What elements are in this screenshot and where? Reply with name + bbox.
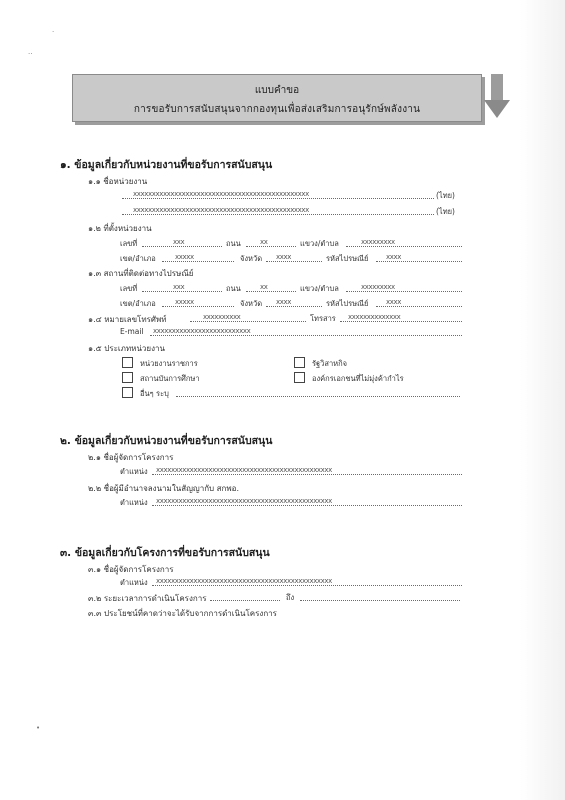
fax-value: xxxxxxxxxxxxxx bbox=[348, 313, 401, 321]
project-manager-position-value-3: xxxxxxxxxxxxxxxxxxxxxxxxxxxxxxxxxxxxxxxxxxxxxxx bbox=[156, 577, 332, 585]
addr-subdistrict-line bbox=[346, 246, 462, 247]
mail-province-line bbox=[266, 306, 322, 307]
project-end-line[interactable] bbox=[300, 600, 460, 601]
option-other-line[interactable] bbox=[176, 396, 460, 397]
mail-district-value: xxxxx bbox=[175, 298, 194, 306]
phone-label: ๑.๔ หมายเลขโทรศัพท์ bbox=[88, 315, 167, 324]
option-education-label: สถานบันการศึกษา bbox=[140, 374, 200, 383]
addr-subdistrict-label: แขวง/ตำบล bbox=[300, 239, 339, 248]
mail-province-value: xxxx bbox=[276, 298, 291, 306]
addr-district-line bbox=[162, 261, 234, 262]
scan-speck: .. bbox=[28, 48, 33, 56]
org-name-label: ๑.๑ ชื่อหน่วยงาน bbox=[88, 177, 148, 186]
mail-no-line bbox=[142, 291, 222, 292]
project-manager-position-label-3: ตำแหน่ง bbox=[120, 578, 148, 587]
scan-speck: • bbox=[36, 724, 41, 732]
mail-road-value: xx bbox=[260, 283, 268, 291]
form-subtitle: การขอรับการสนับสนุนจากกองทุนเพื่อส่งเสริมการอนุรักษ์พลังงาน bbox=[133, 104, 421, 115]
addr-no-label: เลขที่ bbox=[120, 239, 138, 248]
email-line bbox=[150, 335, 462, 336]
addr-road-value: xx bbox=[260, 238, 268, 246]
mail-subdistrict-line bbox=[346, 291, 462, 292]
phone-line bbox=[190, 321, 306, 322]
option-state-enterprise-label: รัฐวิสาหกิจ bbox=[312, 359, 348, 368]
down-arrow-icon bbox=[484, 74, 510, 120]
addr-zip-value: xxxx bbox=[386, 253, 401, 261]
fax-line bbox=[340, 321, 462, 322]
checkbox-state-enterprise[interactable] bbox=[294, 357, 305, 368]
section1-title: ๑. ข้อมูลเกี่ยวกับหน่วยงานที่ขอรับการสนับสนุน bbox=[60, 159, 273, 171]
mail-road-line bbox=[246, 291, 296, 292]
addr-road-line bbox=[246, 246, 296, 247]
option-nonprofit-label: องค์กรเอกชนที่ไม่มุ่งค้ากำไร bbox=[312, 374, 404, 383]
mail-subdistrict-label: แขวง/ตำบล bbox=[300, 284, 339, 293]
signatory-position-label: ตำแหน่ง bbox=[120, 498, 148, 507]
addr-zip-line bbox=[376, 261, 462, 262]
project-benefit-label: ๓.๓ ประโยชน์ที่คาดว่าจะได้รับจากการดำเนินโครงการ bbox=[88, 609, 277, 618]
scan-speck: . bbox=[52, 26, 55, 34]
org-name-suffix-1: (ไทย) bbox=[436, 191, 455, 200]
form-header bbox=[72, 74, 482, 122]
checkbox-other[interactable] bbox=[122, 387, 133, 398]
project-manager-position-label: ตำแหน่ง bbox=[120, 467, 148, 476]
addr-district-label: เขต/อำเภอ bbox=[120, 254, 156, 263]
addr-province-label: จังหวัด bbox=[240, 254, 263, 263]
addr-subdistrict-value: xxxxxxxxx bbox=[361, 238, 395, 246]
mail-road-label: ถนน bbox=[226, 284, 241, 293]
addr-district-value: xxxxx bbox=[175, 253, 194, 261]
fax-label: โทรสาร bbox=[310, 314, 336, 323]
mail-district-label: เขต/อำเภอ bbox=[120, 299, 156, 308]
email-label: E-mail bbox=[120, 327, 144, 336]
option-government-label: หน่วยงานราชการ bbox=[140, 359, 198, 368]
org-name-value-1: xxxxxxxxxxxxxxxxxxxxxxxxxxxxxxxxxxxxxxxxxxxxxxx bbox=[133, 190, 309, 198]
form-title: แบบคำขอ bbox=[254, 85, 300, 96]
option-other-label: อื่นๆ ระบุ bbox=[140, 389, 169, 398]
org-name-line-2 bbox=[122, 214, 434, 215]
checkbox-nonprofit[interactable] bbox=[294, 372, 305, 383]
project-start-line[interactable] bbox=[210, 600, 280, 601]
phone-value: xxxxxxxxxx bbox=[203, 313, 241, 321]
project-manager-position-value: xxxxxxxxxxxxxxxxxxxxxxxxxxxxxxxxxxxxxxxxxxxxxxx bbox=[156, 466, 332, 474]
signatory-label: ๒.๒ ชื่อผู้มีอำนาจลงนามในสัญญากับ สกพอ. bbox=[88, 484, 240, 493]
mail-no-label: เลขที่ bbox=[120, 284, 138, 293]
mail-no-value: xxx bbox=[173, 283, 185, 291]
org-type-label: ๑.๕ ประเภทหน่วยงาน bbox=[88, 344, 165, 353]
org-address-label: ๑.๒ ที่ตั้งหน่วยงาน bbox=[88, 224, 152, 233]
signatory-position-line bbox=[152, 505, 462, 506]
project-duration-label: ๓.๒ ระยะเวลาการดำเนินโครงการ bbox=[88, 594, 207, 603]
addr-no-value: xxx bbox=[173, 238, 185, 246]
project-manager-position-line-3 bbox=[152, 585, 462, 586]
addr-road-label: ถนน bbox=[226, 239, 241, 248]
email-value: xxxxxxxxxxxxxxxxxxxxxxxxxx bbox=[153, 327, 251, 335]
mail-address-label: ๑.๓ สถานที่ติดต่อทางไปรษณีย์ bbox=[88, 269, 194, 278]
org-name-suffix-2: (ไทย) bbox=[436, 207, 455, 216]
addr-province-line bbox=[266, 261, 322, 262]
project-manager-label-3: ๓.๑ ชื่อผู้จัดการโครงการ bbox=[88, 565, 174, 574]
org-name-value-2: xxxxxxxxxxxxxxxxxxxxxxxxxxxxxxxxxxxxxxxxxxxxxxx bbox=[133, 206, 309, 214]
mail-province-label: จังหวัด bbox=[240, 299, 263, 308]
addr-zip-label: รหัสไปรษณีย์ bbox=[326, 254, 369, 263]
checkbox-government[interactable] bbox=[122, 357, 133, 368]
addr-province-value: xxxx bbox=[276, 253, 291, 261]
addr-no-line bbox=[142, 246, 222, 247]
signatory-position-value: xxxxxxxxxxxxxxxxxxxxxxxxxxxxxxxxxxxxxxxxxxxxxxx bbox=[156, 497, 332, 505]
mail-zip-label: รหัสไปรษณีย์ bbox=[326, 299, 369, 308]
org-name-line-1 bbox=[122, 198, 434, 199]
section2-title: ๒. ข้อมูลเกี่ยวกับหน่วยงานที่ขอรับการสนับสนุน bbox=[60, 435, 273, 447]
section3-title: ๓. ข้อมูลเกี่ยวกับโครงการที่ขอรับการสนับสนุน bbox=[60, 547, 270, 559]
mail-subdistrict-value: xxxxxxxxx bbox=[361, 283, 395, 291]
project-duration-to-label: ถึง bbox=[286, 593, 295, 602]
mail-zip-value: xxxx bbox=[386, 298, 401, 306]
checkbox-education[interactable] bbox=[122, 372, 133, 383]
project-manager-position-line bbox=[152, 474, 462, 475]
project-manager-label: ๒.๑ ชื่อผู้จัดการโครงการ bbox=[88, 453, 174, 462]
mail-district-line bbox=[162, 306, 234, 307]
mail-zip-line bbox=[376, 306, 462, 307]
